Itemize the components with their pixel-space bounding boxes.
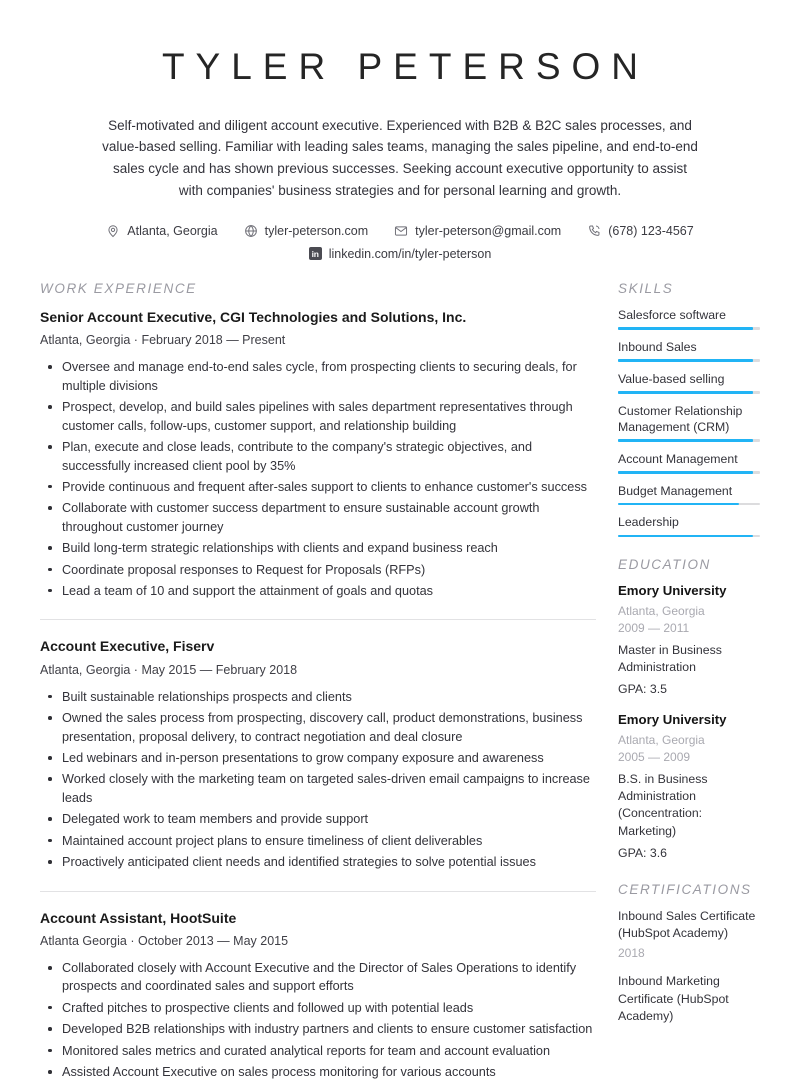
page-title: TYLER PETERSON [161, 46, 650, 87]
contact-phone[interactable] [587, 224, 693, 238]
contact-email-text: tyler-peterson@gmail.com [415, 223, 562, 238]
job-bullet: Worked closely with the marketing team on targeted sales-driven email campaigns to increase leads [40, 770, 596, 807]
skill-label: Budget Management [618, 483, 733, 498]
job-bullets [40, 358, 596, 600]
job-entry [40, 309, 596, 600]
skill-item [618, 403, 760, 442]
education-degree: B.S. in Business Administration (Concentration: Marketing) [618, 771, 708, 838]
skill-fill [618, 503, 739, 506]
section-title-education: EDUCATION [618, 557, 711, 573]
contact-website[interactable] [244, 224, 369, 238]
job-title: Account Executive, Fiserv [40, 638, 215, 655]
job-meta: Atlanta, Georgia · February 2018 — Present [40, 333, 286, 348]
job-bullet: Provide continuous and frequent after-sales support to clients to enhance customer's success [40, 478, 596, 496]
main-column [40, 281, 618, 1085]
skill-item [618, 339, 760, 362]
globe-icon [244, 224, 258, 238]
certification-entry [618, 973, 760, 1025]
skill-fill [618, 535, 753, 538]
linkedin-icon: in [309, 247, 322, 260]
job-bullet: Oversee and manage end-to-end sales cycle, from prospecting clients to securing deals, for multiple divisions [40, 358, 596, 395]
job-bullet: Collaborated closely with Account Executive and the Director of Sales Operations to identify prospects and coordinated sales and support efforts [40, 959, 596, 996]
certification-year: 2018 [618, 946, 645, 961]
skill-item [618, 371, 760, 394]
contact-location[interactable] [106, 224, 217, 238]
skill-item [618, 451, 760, 474]
job-meta: Atlanta, Georgia · May 2015 — February 2018 [40, 662, 298, 677]
skill-track [618, 503, 760, 506]
section-title-certifications: CERTIFICATIONS [618, 881, 752, 897]
location-pin-icon [106, 224, 120, 238]
contact-phone-text: (678) 123-4567 [608, 223, 694, 238]
skill-label: Leadership [618, 515, 679, 530]
job-meta: Atlanta Georgia · October 2013 — May 2015 [40, 934, 289, 949]
skill-item [618, 514, 760, 537]
job-bullet: Lead a team of 10 and support the attainment of goals and quotas [40, 582, 596, 600]
skill-label: Salesforce software [618, 307, 726, 322]
certification-name: Inbound Marketing Certificate (HubSpot Academy) [618, 974, 729, 1023]
phone-icon [587, 224, 601, 238]
education-location: Atlanta, Georgia [618, 603, 705, 618]
job-divider [40, 891, 596, 892]
skill-label: Inbound Sales [618, 339, 697, 354]
sidebar-column [618, 281, 760, 1038]
job-bullet: Crafted pitches to prospective clients and followed up with potential leads [40, 999, 596, 1017]
job-bullet: Prospect, develop, and build sales pipelines with sales department representatives through customer calls, follow-ups, customer support, and relationship building [40, 398, 596, 435]
education-school: Emory University [618, 583, 727, 599]
contact-location-text: Atlanta, Georgia [127, 223, 218, 238]
skill-label: Account Management [618, 451, 738, 466]
job-bullets [40, 688, 596, 872]
contact-row-secondary [40, 247, 760, 261]
skill-item [618, 307, 760, 330]
skill-track [618, 327, 760, 330]
job-bullet: Delegated work to team members and provide support [40, 810, 596, 828]
skill-fill [618, 471, 753, 474]
skill-label: Customer Relationship Management (CRM) [618, 403, 743, 434]
education-entry [618, 712, 760, 862]
job-bullets [40, 959, 596, 1081]
skill-fill [618, 439, 753, 442]
job-bullet: Collaborate with customer success department to ensure sustainable account growth throughout customer journey [40, 499, 596, 536]
education-location: Atlanta, Georgia [618, 732, 705, 747]
skill-track [618, 391, 760, 394]
job-bullet: Plan, execute and close leads, contribute to the company's strategic objectives, and successfully increased client pool by 35% [40, 438, 596, 475]
skill-fill [618, 359, 753, 362]
contact-email[interactable] [394, 224, 561, 238]
skill-label: Value-based selling [618, 371, 725, 386]
education-school: Emory University [618, 712, 727, 728]
job-title: Senior Account Executive, CGI Technologies and Solutions, Inc. [40, 308, 467, 325]
section-title-skills: SKILLS [618, 280, 674, 296]
job-bullet: Monitored sales metrics and curated analytical reports for team and account evaluation [40, 1042, 596, 1060]
job-bullet: Assisted Account Executive on sales process monitoring for various accounts [40, 1063, 596, 1081]
skill-track [618, 535, 760, 538]
education-entry [618, 583, 760, 698]
job-bullet: Maintained account project plans to ensure timeliness of client deliverables [40, 832, 596, 850]
education-dates: 2009 — 2011 [618, 620, 690, 635]
job-bullet: Build long-term strategic relationships with clients and expand business reach [40, 539, 596, 557]
skill-fill [618, 391, 753, 394]
job-entry [40, 910, 596, 1082]
contact-linkedin-text: linkedin.com/in/tyler-peterson [328, 246, 492, 261]
job-entry [40, 638, 596, 871]
education-gpa: GPA: 3.5 [618, 682, 667, 697]
certifications-section [618, 882, 760, 1025]
job-bullet: Led webinars and in-person presentations to grow company exposure and awareness [40, 749, 596, 767]
job-bullet: Coordinate proposal responses to Request for Proposals (RFPs) [40, 561, 596, 579]
skill-track [618, 471, 760, 474]
job-title: Account Assistant, HootSuite [40, 909, 237, 926]
contact-website-text: tyler-peterson.com [264, 223, 369, 238]
job-bullet: Owned the sales process from prospecting, discovery call, product demonstrations, business presentation, proposal delivery, to contract negotiation and deal closure [40, 709, 596, 746]
education-gpa: GPA: 3.6 [618, 845, 667, 860]
envelope-icon [394, 224, 408, 238]
certification-name: Inbound Sales Certificate (HubSpot Academy) [618, 908, 756, 941]
professional-summary: Self-motivated and diligent account executive. Experienced with B2B & B2C sales processes, and value-based selling. Familiar with leading sales teams, managing the sales pipeline, and end-to-end sales cycle and has shown previous successes. Seeking account executive opportunity to assist with companies' business strategies and for personal learning and growth. [102, 117, 698, 199]
contact-row-primary [40, 224, 760, 238]
skill-item [618, 483, 760, 506]
education-section [618, 557, 760, 862]
skill-track [618, 359, 760, 362]
education-degree: Master in Business Administration [618, 642, 722, 674]
job-bullet: Proactively anticipated client needs and identified strategies to solve potential issues [40, 853, 596, 871]
contact-linkedin[interactable] [309, 247, 492, 261]
content-columns [40, 281, 760, 1085]
education-dates: 2005 — 2009 [618, 749, 691, 764]
job-bullet: Developed B2B relationships with industry partners and clients to ensure customer satisfaction [40, 1020, 596, 1038]
certification-entry [618, 908, 760, 960]
job-divider [40, 619, 596, 620]
section-title-work-experience: WORK EXPERIENCE [40, 280, 197, 296]
skill-track [618, 439, 760, 442]
job-bullet: Built sustainable relationships prospects and clients [40, 688, 596, 706]
skill-fill [618, 327, 753, 330]
